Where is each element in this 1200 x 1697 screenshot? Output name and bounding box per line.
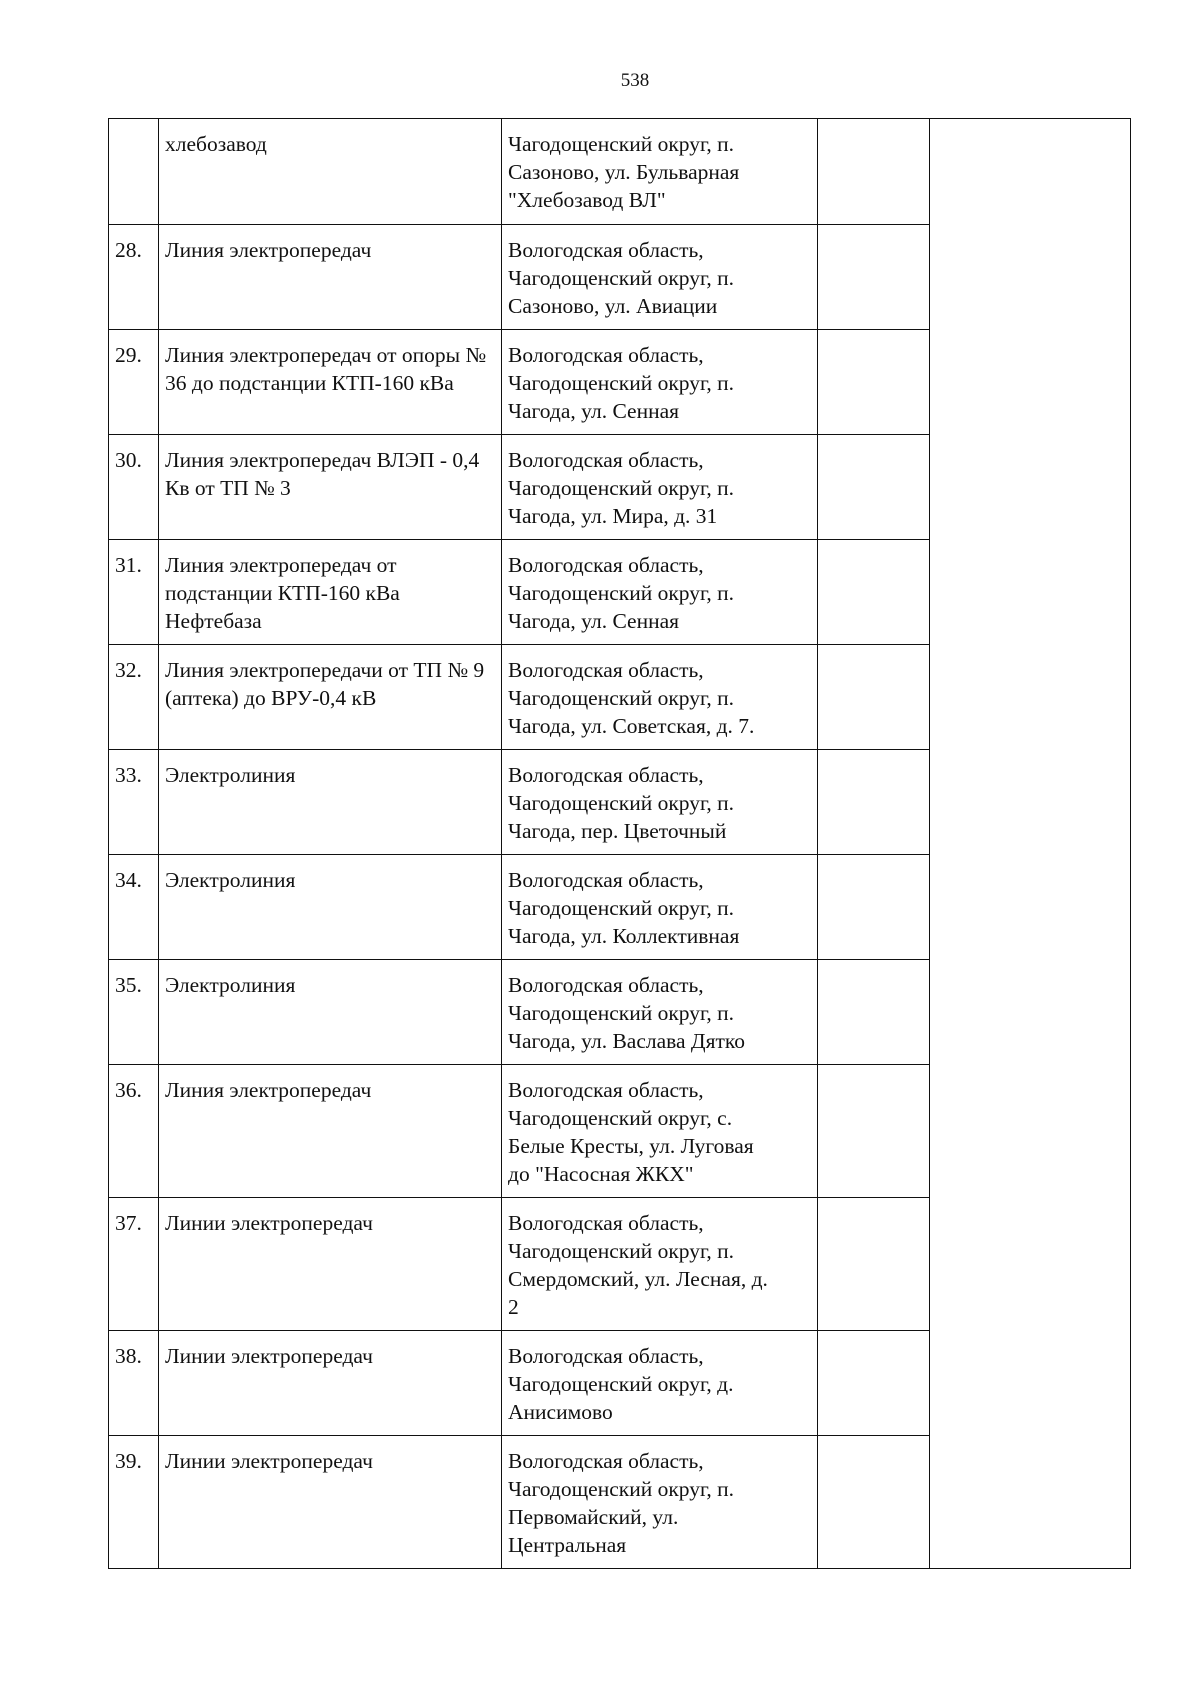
table-row: [109, 119, 1131, 225]
empty-cell: [818, 855, 930, 960]
object-name: Электролиния: [159, 855, 502, 960]
row-number: 37.: [109, 1198, 159, 1331]
object-name: Линии электропередач: [159, 1198, 502, 1331]
object-name: Линии электропередач: [159, 1436, 502, 1569]
row-number: 32.: [109, 645, 159, 750]
object-name: хлебозавод: [159, 119, 502, 225]
address-line: Чагодощенский округ, п.: [508, 371, 735, 395]
address-line: Чагодощенский округ, п.: [508, 791, 735, 815]
address-line: Чагода, ул. Васлава Дятко: [508, 1029, 745, 1053]
object-address: [502, 1436, 818, 1569]
address-line: Чагодощенский округ, д.: [508, 1372, 734, 1396]
address-line: Чагодощенский округ, п.: [508, 1477, 735, 1501]
address-line: Чагодощенский округ, п.: [508, 1239, 735, 1263]
empty-cell: [818, 750, 930, 855]
address-line: Первомайский, ул.: [508, 1505, 679, 1529]
object-name: Линия электропередач: [159, 1065, 502, 1198]
address-line: Чагодощенский округ, п.: [508, 132, 735, 156]
row-number: 34.: [109, 855, 159, 960]
address-line: Чагода, ул. Советская, д. 7.: [508, 714, 755, 738]
address-line: Вологодская область,: [508, 1449, 704, 1473]
address-line: Чагода, ул. Сенная: [508, 609, 680, 633]
object-name: Линия электропередачи от ТП № 9 (аптека) до ВРУ-0,4 кВ: [159, 645, 502, 750]
address-line: Смердомский, ул. Лесная, д.: [508, 1267, 768, 1291]
address-line: Вологодская область,: [508, 238, 704, 262]
address-line: Белые Кресты, ул. Луговая: [508, 1134, 754, 1158]
row-number: 29.: [109, 330, 159, 435]
object-address: [502, 330, 818, 435]
empty-cell: [818, 1198, 930, 1331]
row-number: 35.: [109, 960, 159, 1065]
empty-cell: [818, 1331, 930, 1436]
empty-cell: [818, 540, 930, 645]
address-line: Чагодощенский округ, п.: [508, 686, 735, 710]
object-address: [502, 540, 818, 645]
row-number: 31.: [109, 540, 159, 645]
address-line: Чагодощенский округ, п.: [508, 1001, 735, 1025]
address-line: Чагода, ул. Мира, д. 31: [508, 504, 718, 528]
address-line: Чагодощенский округ, п.: [508, 896, 735, 920]
address-line: 2: [508, 1295, 519, 1319]
row-number: 39.: [109, 1436, 159, 1569]
address-line: Вологодская область,: [508, 1078, 704, 1102]
row-number: 33.: [109, 750, 159, 855]
empty-cell: [818, 645, 930, 750]
address-line: Вологодская область,: [508, 658, 704, 682]
address-line: Анисимово: [508, 1400, 613, 1424]
address-line: Вологодская область,: [508, 973, 704, 997]
address-line: Чагода, пер. Цветочный: [508, 819, 727, 843]
object-address: [502, 750, 818, 855]
address-line: Чагодощенский округ, с.: [508, 1106, 733, 1130]
page-number: 538: [620, 70, 650, 91]
address-line: Вологодская область,: [508, 448, 704, 472]
address-line: Центральная: [508, 1533, 627, 1557]
empty-cell: [818, 119, 930, 225]
object-address: [502, 1198, 818, 1331]
registry-table: [108, 118, 1131, 1569]
row-number: [109, 119, 159, 225]
object-address: [502, 119, 818, 225]
object-name: Электролиния: [159, 960, 502, 1065]
address-line: Чагодощенский округ, п.: [508, 476, 735, 500]
object-address: [502, 960, 818, 1065]
row-number: 36.: [109, 1065, 159, 1198]
address-line: Сазоново, ул. Авиации: [508, 294, 718, 318]
object-name: Линия электропередач от опоры № 36 до подстанции КТП-160 кВа: [159, 330, 502, 435]
object-name: Линия электропередач: [159, 225, 502, 330]
object-address: [502, 1065, 818, 1198]
object-name: Линии электропередач: [159, 1331, 502, 1436]
row-number: 28.: [109, 225, 159, 330]
row-number: 30.: [109, 435, 159, 540]
address-line: Вологодская область,: [508, 868, 704, 892]
empty-cell: [818, 1065, 930, 1198]
address-line: Чагодощенский округ, п.: [508, 581, 735, 605]
object-address: [502, 645, 818, 750]
empty-cell: [818, 1436, 930, 1569]
address-line: Вологодская область,: [508, 1344, 704, 1368]
object-address: [502, 435, 818, 540]
object-name: Электролиния: [159, 750, 502, 855]
object-address: [502, 225, 818, 330]
object-name: Линия электропередач ВЛЭП - 0,4 Кв от ТП № 3: [159, 435, 502, 540]
empty-cell: [818, 960, 930, 1065]
object-address: [502, 855, 818, 960]
object-address: [502, 1331, 818, 1436]
empty-cell: [818, 435, 930, 540]
registry-table-body: [109, 119, 1131, 1569]
address-line: до "Насосная ЖКХ": [508, 1162, 694, 1186]
address-line: Вологодская область,: [508, 1211, 704, 1235]
object-name: Линия электропередач от подстанции КТП-160 кВа Нефтебаза: [159, 540, 502, 645]
empty-cell: [818, 330, 930, 435]
address-line: Чагода, ул. Коллективная: [508, 924, 740, 948]
row-number: 38.: [109, 1331, 159, 1436]
address-line: "Хлебозавод ВЛ": [508, 188, 666, 212]
address-line: Вологодская область,: [508, 553, 704, 577]
address-line: Вологодская область,: [508, 343, 704, 367]
empty-cell: [818, 225, 930, 330]
address-line: Сазоново, ул. Бульварная: [508, 160, 740, 184]
address-line: Вологодская область,: [508, 763, 704, 787]
address-line: Чагодощенский округ, п.: [508, 266, 735, 290]
address-line: Чагода, ул. Сенная: [508, 399, 680, 423]
empty-merged-cell: [930, 119, 1131, 1569]
